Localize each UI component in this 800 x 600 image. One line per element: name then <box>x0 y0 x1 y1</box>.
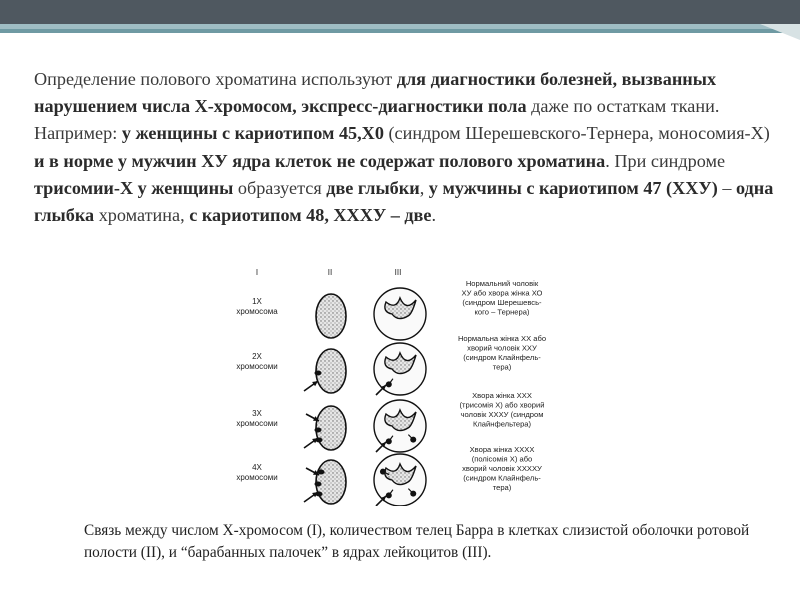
drumstick <box>410 491 416 497</box>
body-text: Определение полового хроматина используют <box>34 69 397 89</box>
x-count-label: 1X <box>252 297 262 306</box>
drumstick <box>386 438 392 444</box>
emphasis-text: у женщины с кариотипом 45,Х0 <box>121 123 384 144</box>
karyotype-description-line: Нормальний чоловік <box>465 279 539 288</box>
karyotype-description-line: (синдром Клайнфель- <box>463 473 541 483</box>
chromosome-word-label: хромосоми <box>236 419 278 428</box>
body-text: . При синдроме <box>605 150 726 171</box>
karyotype-description-line: Клайнфельтера) <box>472 419 532 429</box>
buccal-cell-nucleus <box>316 294 346 338</box>
buccal-cell-nucleus <box>316 349 346 393</box>
karyotype-description-line: кого – Тернера) <box>474 307 530 317</box>
barr-body <box>315 482 322 487</box>
barr-body <box>318 470 325 475</box>
figure-row <box>236 391 544 452</box>
column-label-3: III <box>394 268 402 277</box>
karyotype-description-line: (синдром Шерешевсь- <box>462 298 542 307</box>
barr-body <box>315 371 322 376</box>
karyotype-description-line: чоловік ХХХУ (синдром <box>460 410 544 419</box>
slide-header-stripe-dark <box>0 29 800 33</box>
emphasis-text: с кариотипом 48, ХХХУ – две <box>189 205 432 226</box>
drumstick <box>380 469 386 475</box>
column-label-2: II <box>327 268 333 277</box>
drumstick <box>386 381 392 387</box>
barr-body-figure <box>228 264 600 506</box>
slide-header-bar <box>0 0 800 24</box>
karyotype-description-line: (полісомія Х) або <box>471 454 533 464</box>
karyotype-description-line: (трисомія Х) або хворий <box>459 400 545 410</box>
emphasis-text: две глыбки <box>326 177 420 198</box>
chromosome-word-label: хромосоми <box>236 362 278 371</box>
emphasis-text: одна глыбка <box>34 177 774 226</box>
x-count-label: 4X <box>252 463 262 472</box>
karyotype-description-line: хворий чоловік ХХУ <box>467 343 537 353</box>
chromosome-word-label: хромосома <box>236 307 278 316</box>
barr-body <box>315 428 322 433</box>
x-count-label: 2X <box>252 352 262 361</box>
x-count-label: 3X <box>252 409 262 418</box>
karyotype-description-line: ХУ або хвора жінка ХО <box>461 288 543 298</box>
body-text: – <box>717 177 736 198</box>
body-text: образуется <box>233 177 327 198</box>
emphasis-text: для диагностики болезней, вызванных нарушением числа Х-хромосом, экспресс-диагностики пола <box>34 69 717 117</box>
body-text: , <box>419 177 429 198</box>
karyotype-description-line: Хвора жінка ХХХХ <box>469 445 535 454</box>
chromosome-word-label: хромосоми <box>236 473 278 482</box>
karyotype-description-line: тера) <box>492 362 512 372</box>
figure-caption: Связь между числом Х-хромосом (I), количеством телец Барра в клетках слизистой оболочки ротовой полости (II), и “барабанных палочек” в ядрах лейкоцитов (III). <box>84 522 750 561</box>
emphasis-text: трисомии-Х у женщины <box>34 177 234 198</box>
figure-row <box>236 334 546 395</box>
body-text: (синдром Шерешевского-Тернера, моносомия-Х) <box>383 123 770 144</box>
drumstick <box>386 492 392 498</box>
karyotype-description-line: тера) <box>492 483 512 492</box>
body-text: даже по остаткам ткани. Например: <box>34 96 720 144</box>
column-label-1: I <box>255 268 259 277</box>
main-paragraph <box>34 66 774 229</box>
karyotype-description-line: хворий чоловік ХХХХУ <box>462 464 542 473</box>
karyotype-description-line: (синдром Клайнфель- <box>463 353 541 362</box>
buccal-cell-nucleus <box>316 460 346 504</box>
figure-row <box>236 279 542 340</box>
body-text: хроматина, <box>94 205 190 226</box>
karyotype-description-line: Нормальна жінка ХХ або <box>457 334 547 343</box>
body-text: . <box>431 205 437 226</box>
emphasis-text: у мужчины с кариотипом 47 (ХХУ) <box>428 177 718 198</box>
buccal-cell-nucleus <box>316 406 346 450</box>
karyotype-description-line: Хвора жінка ХХХ <box>472 391 532 400</box>
figure-row <box>236 445 542 506</box>
drumstick <box>410 437 416 443</box>
emphasis-text: и в норме у мужчин ХУ ядра клеток не содержат полового хроматина <box>34 150 606 171</box>
slide-corner-fold <box>760 24 800 40</box>
